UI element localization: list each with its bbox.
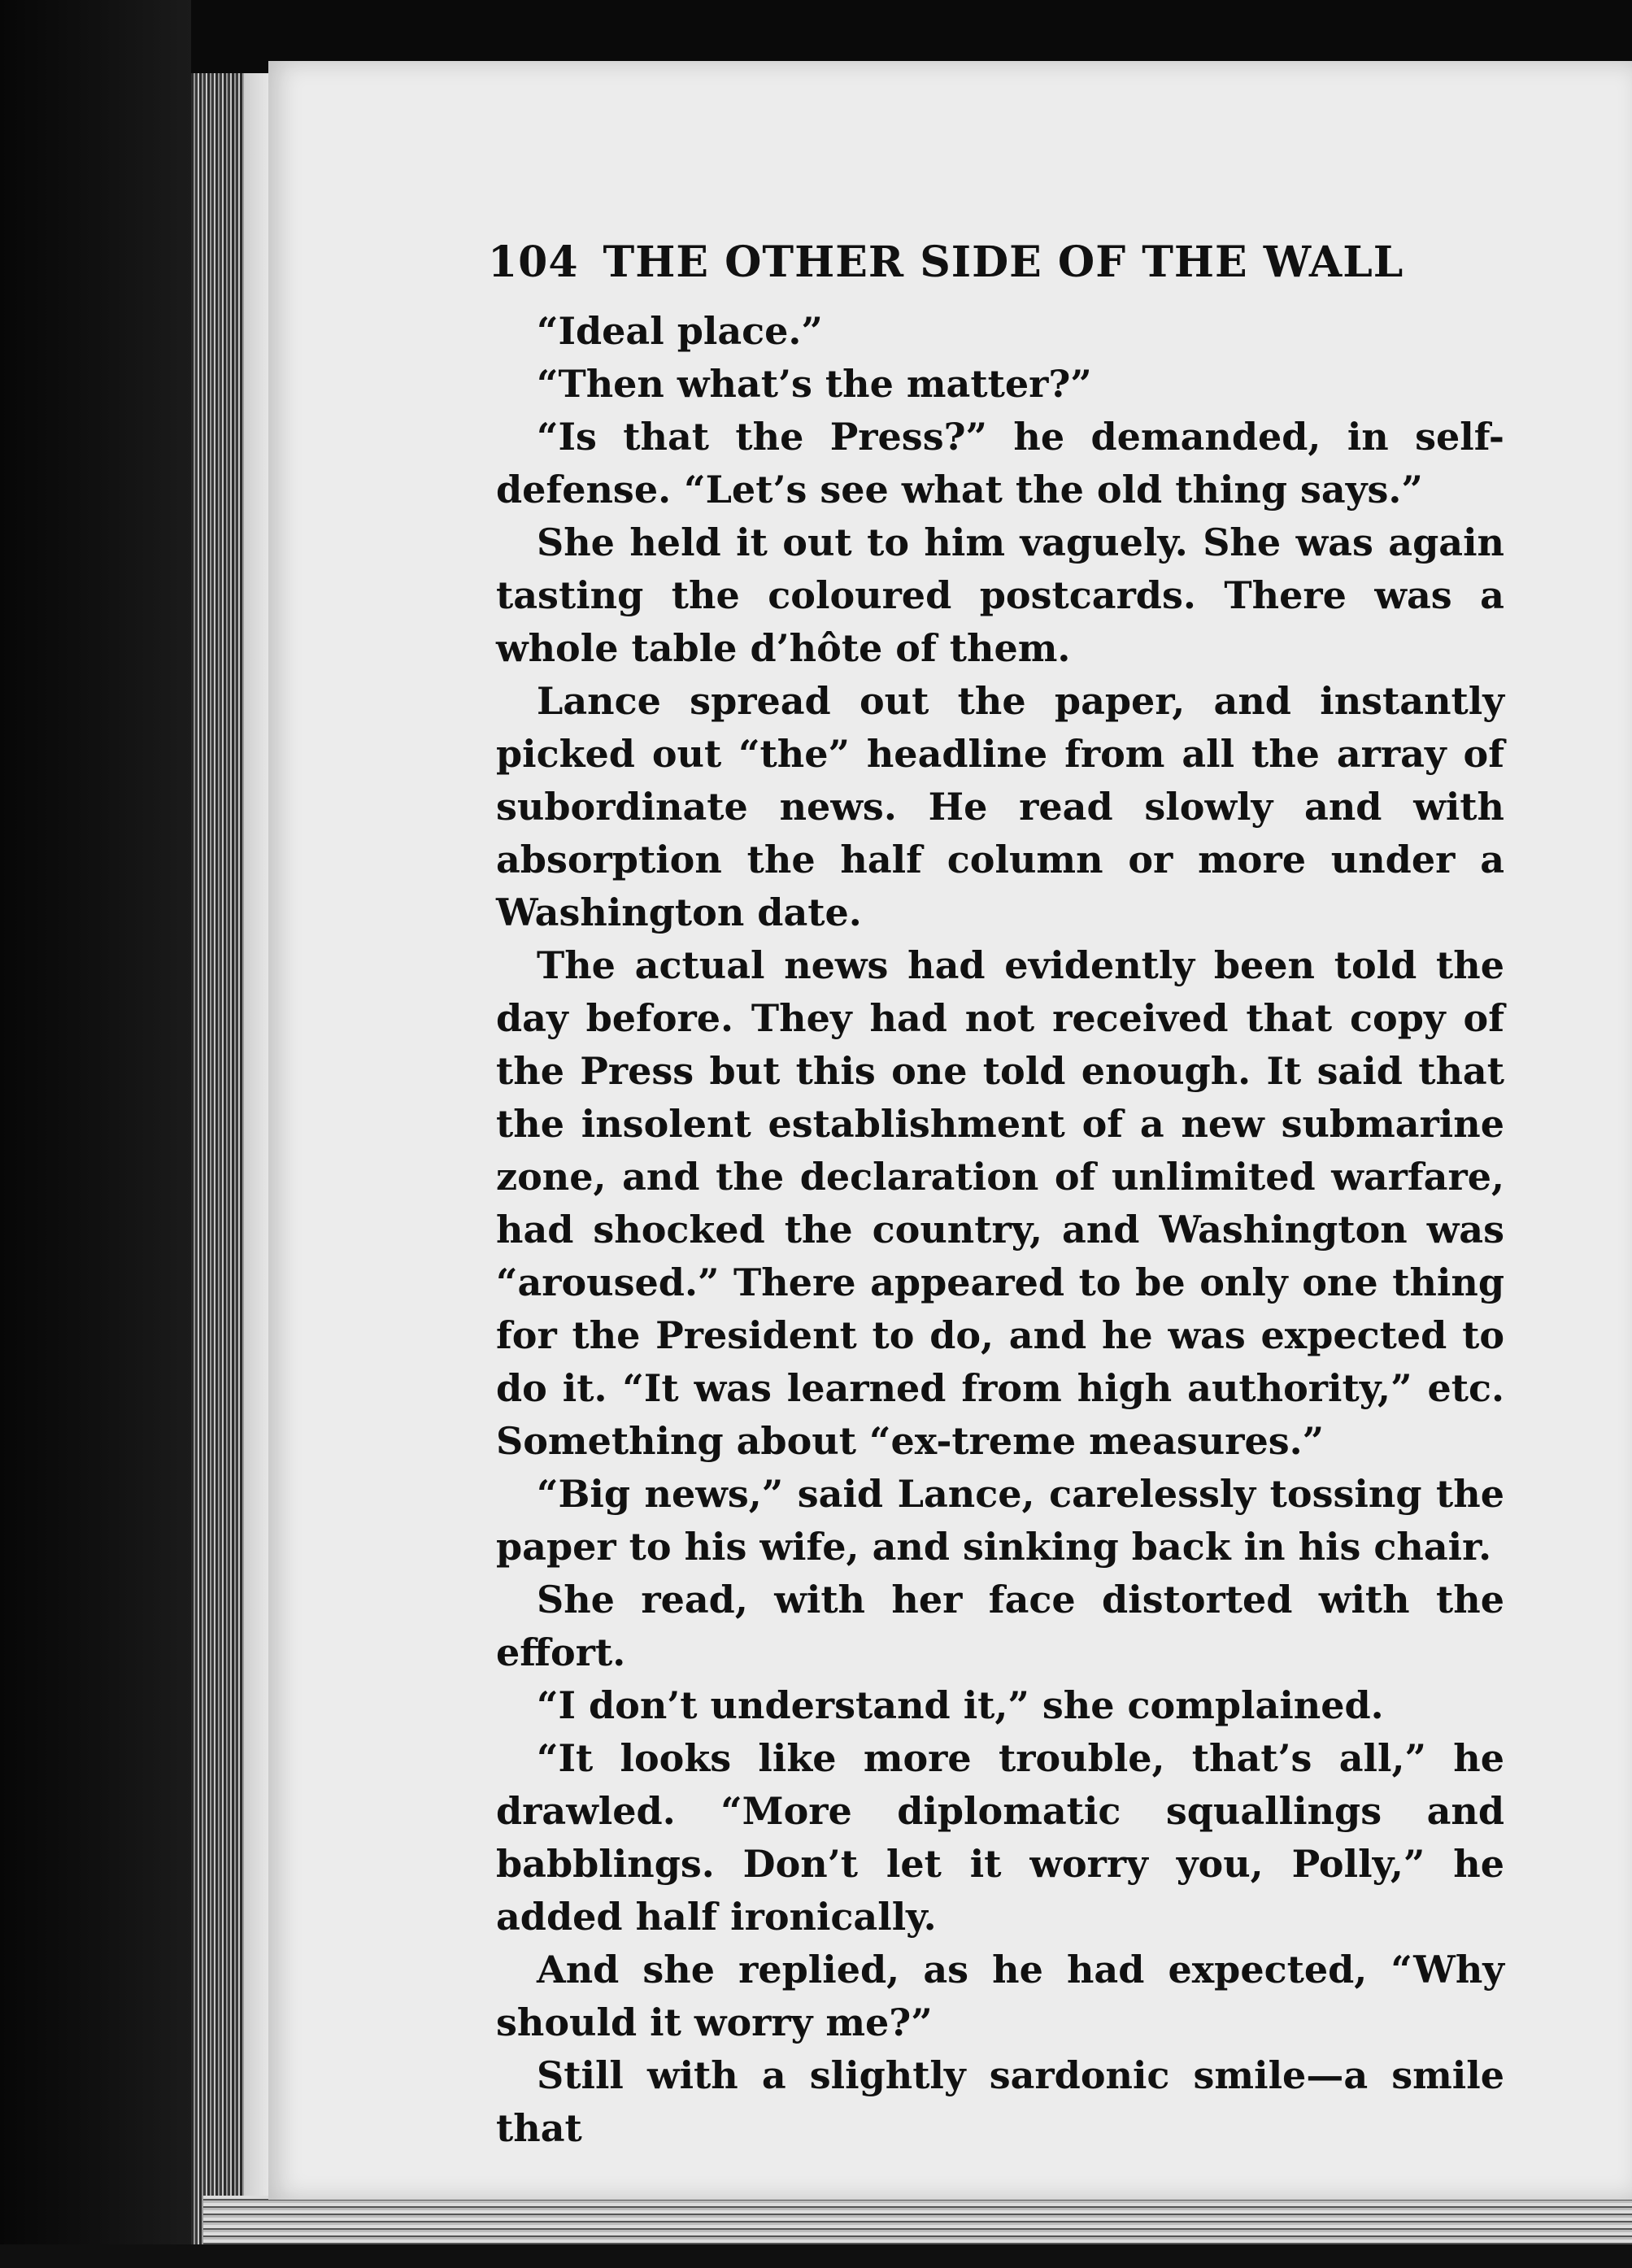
book-bottom-edges	[203, 2196, 1632, 2244]
paragraph: She held it out to him vaguely. She was again tasting the coloured postcards. There was a whole table d’hôte of them.	[496, 520, 1504, 670]
paragraph: “Is that the Press?” he demanded, in self-defense. “Let’s see what the old thing says.”	[496, 415, 1504, 511]
page-number: 104	[488, 237, 579, 287]
paragraph: “I don’t understand it,” she complained.	[537, 1683, 1384, 1727]
paragraph: Still with a slightly sardonic smile—a smile that	[496, 2053, 1504, 2150]
paragraph: “Big news,” said Lance, carelessly tossing the paper to his wife, and sinking back in his chair.	[496, 1472, 1504, 1569]
paragraph: The actual news had evidently been told the day before. They had not received that copy of the Press but this one told enough. It said that the insolent establishment of a new submarine zone, and the declaration of unlimited warfare, had shocked the country, and Washington was “aroused.” There appeared to be only one thing for the President to do, and he was expected to do it. “It was learned from high authority,” etc. Something about “ex-treme measures.”	[496, 943, 1504, 1463]
paragraph: She read, with her face distorted with the effort.	[496, 1578, 1504, 1674]
paragraph: “It looks like more trouble, that’s all,” he drawled. “More diplomatic squallings and babblings. Don’t let it worry you, Polly,” he added half ironically.	[496, 1736, 1504, 1939]
paragraph: “Then what’s the matter?”	[537, 362, 1092, 406]
running-title: THE OTHER SIDE OF THE WALL	[603, 237, 1404, 287]
page-text-block	[488, 236, 1504, 2155]
running-head	[488, 236, 1504, 289]
paragraph: “Ideal place.”	[537, 309, 823, 353]
scan-left-margin	[0, 0, 191, 2268]
scan-bottom-margin	[0, 2244, 1632, 2268]
paragraph: And she replied, as he had expected, “Why should it worry me?”	[496, 1948, 1504, 2044]
book-page-edges	[191, 73, 268, 2253]
book-page	[268, 61, 1632, 2200]
paragraph: Lance spread out the paper, and instantly picked out “the” headline from all the array of subordinate news. He read slowly and with absorption the half column or more under a Washington date.	[496, 679, 1504, 934]
